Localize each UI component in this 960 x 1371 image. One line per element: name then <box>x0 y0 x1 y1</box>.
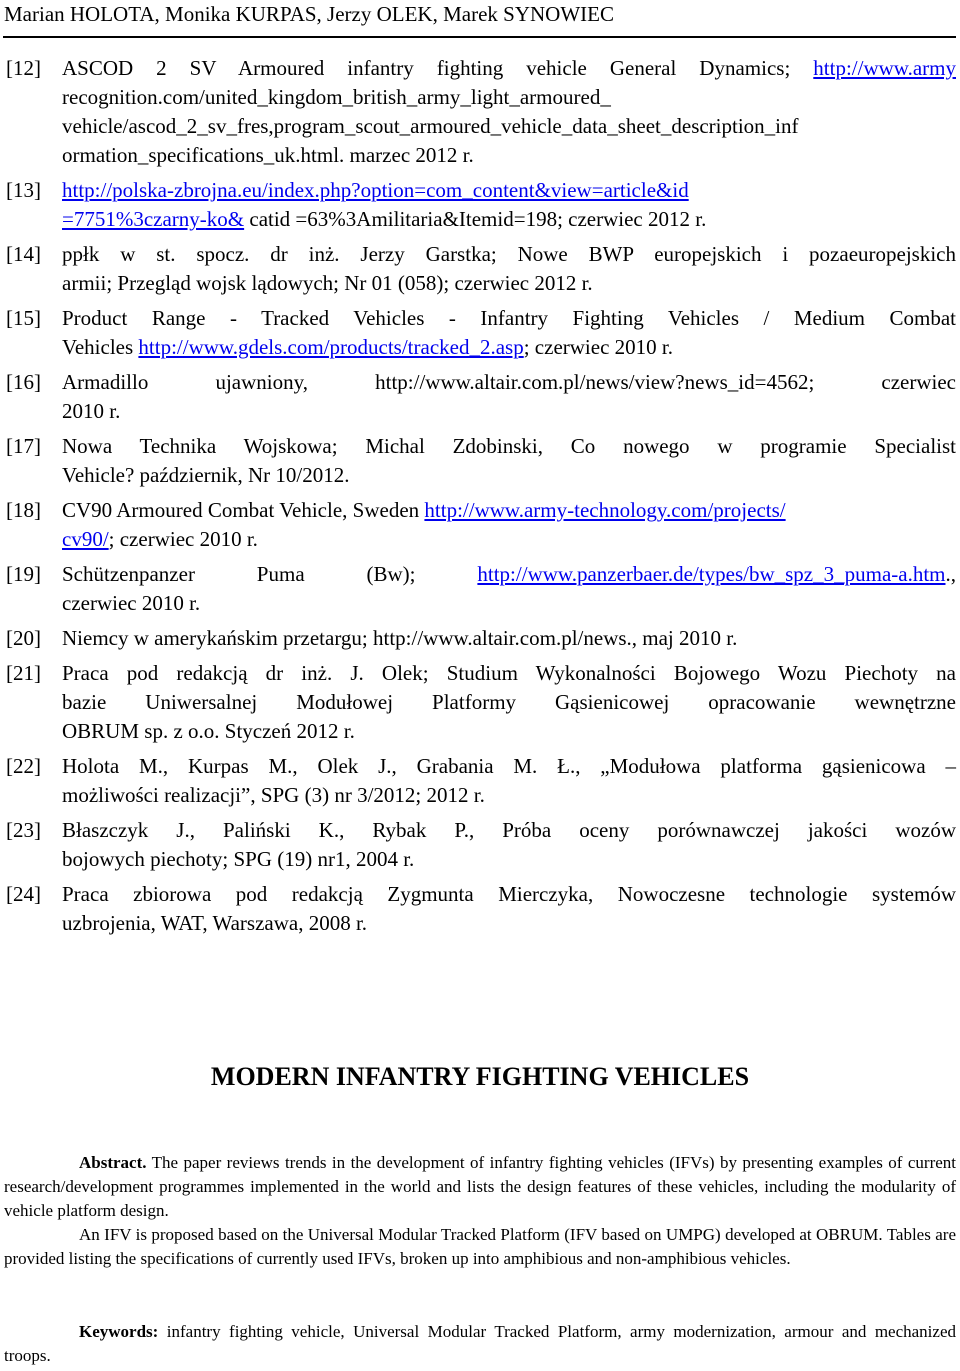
reference-number: [15] <box>6 306 41 330</box>
reference-list <box>6 54 956 944</box>
keywords <box>4 1320 956 1368</box>
reference-text: Product Range - Tracked Vehicles - Infantry Fighting Vehicles / Medium Combat <box>62 306 956 330</box>
abstract-paragraph <box>4 1151 956 1223</box>
reference-number: [24] <box>6 882 41 906</box>
reference-item <box>6 659 956 746</box>
reference-number: [18] <box>6 498 41 522</box>
reference-link[interactable]: =7751%3czarny-ko& <box>62 207 245 231</box>
reference-link[interactable]: http://www.gdels.com/products/tracked_2.asp <box>138 335 524 359</box>
reference-text: ; czerwiec 2010 r. <box>523 335 673 359</box>
reference-item <box>6 624 956 653</box>
reference-text: uzbrojenia, WAT, Warszawa, 2008 r. <box>62 911 368 935</box>
reference-link[interactable]: cv90/ <box>62 527 109 551</box>
running-header: Marian HOLOTA, Monika KURPAS, Jerzy OLEK, Marek SYNOWIEC <box>4 2 614 26</box>
reference-text: OBRUM sp. z o.o. Styczeń 2012 r. <box>62 719 355 743</box>
reference-link[interactable]: http://www.panzerbaer.de/types/bw_spz_3_puma-a.htm <box>477 562 946 586</box>
reference-text: Błaszczyk J., Paliński K., Rybak P., Próba oceny porównawczej jakości wozów <box>62 818 956 842</box>
reference-text: Niemcy w amerykańskim przetargu; http://www.altair.com.pl/news., maj 2010 r. <box>62 626 738 650</box>
reference-text: Vehicles <box>62 335 139 359</box>
reference-text: Schützenpanzer Puma (Bw); <box>62 562 478 586</box>
reference-text: bojowych piechoty; SPG (19) nr1, 2004 r. <box>62 847 415 871</box>
reference-text: ., <box>945 562 956 586</box>
reference-number: [19] <box>6 562 41 586</box>
reference-text: Praca zbiorowa pod redakcją Zygmunta Mierczyka, Nowoczesne technologie systemów <box>62 882 956 906</box>
reference-item <box>6 368 956 426</box>
reference-link[interactable]: http://www.army <box>813 56 956 80</box>
reference-text: Armadillo ujawniony, http://www.altair.com.pl/news/view?news_id=4562; czerwiec <box>62 370 956 394</box>
reference-text: recognition.com/united_kingdom_british_army_light_armoured_ <box>62 85 611 109</box>
header-rule <box>3 36 956 38</box>
english-title: MODERN INFANTRY FIGHTING VEHICLES <box>210 1062 750 1091</box>
reference-number: [23] <box>6 818 41 842</box>
abstract-text: The paper reviews trends in the development of infantry fighting vehicles (IFVs) by presenting examples of current research/development programmes implemented in the world and lists the design features of these vehicles, including the modularity of vehicle platform design. <box>4 1153 956 1220</box>
reference-text: CV90 Armoured Combat Vehicle, Sweden <box>62 498 425 522</box>
reference-item <box>6 880 956 938</box>
reference-text: ormation_specifications_uk.html. marzec 2012 r. <box>62 143 474 167</box>
reference-link[interactable]: http://polska-zbrojna.eu/index.php?option=com_content&view=article&id <box>62 178 689 202</box>
reference-item <box>6 496 956 554</box>
reference-number: [22] <box>6 754 41 778</box>
reference-item <box>6 54 956 170</box>
reference-number: [13] <box>6 178 41 202</box>
keywords-label: Keywords: <box>79 1322 159 1341</box>
reference-number: [17] <box>6 434 41 458</box>
reference-text: ppłk w st. spocz. dr inż. Jerzy Garstka; Nowe BWP europejskich i pozaeuropejskich <box>62 242 956 266</box>
reference-number: [20] <box>6 626 41 650</box>
reference-text: vehicle/ascod_2_sv_fres,program_scout_armoured_vehicle_data_sheet_description_inf <box>62 114 799 138</box>
abstract-label: Abstract. <box>79 1153 147 1172</box>
reference-text: Holota M., Kurpas M., Olek J., Grabania M. Ł., „Modułowa platforma gąsienicowa – <box>62 754 956 778</box>
reference-number: [21] <box>6 661 41 685</box>
reference-text: armii; Przegląd wojsk lądowych; Nr 01 (058); czerwiec 2012 r. <box>62 271 593 295</box>
reference-item <box>6 304 956 362</box>
reference-link[interactable]: http://www.army-technology.com/projects/ <box>424 498 786 522</box>
reference-text: catid =63%3Amilitaria&Itemid=198; czerwiec 2012 r. <box>244 207 707 231</box>
reference-number: [12] <box>6 56 41 80</box>
reference-item <box>6 432 956 490</box>
reference-text: 2010 r. <box>62 399 121 423</box>
reference-text: Vehicle? październik, Nr 10/2012. <box>62 463 350 487</box>
reference-text: ; czerwiec 2010 r. <box>108 527 258 551</box>
reference-item <box>6 816 956 874</box>
reference-number: [16] <box>6 370 41 394</box>
reference-text: możliwości realizacji”, SPG (3) nr 3/2012; 2012 r. <box>62 783 485 807</box>
abstract-paragraph: An IFV is proposed based on the Universal Modular Tracked Platform (IFV based on UMPG) developed at OBRUM. Tables are provided listing the specifications of currently used IFVs, broken up into amphibious and non-amphibious vehicles. <box>4 1225 956 1268</box>
keywords-text: infantry fighting vehicle, Universal Modular Tracked Platform, army modernization, armour and mechanized troops. <box>4 1322 956 1365</box>
reference-text: Praca pod redakcją dr inż. J. Olek; Studium Wykonalności Bojowego Wozu Piechoty na <box>62 661 956 685</box>
reference-number: [14] <box>6 242 41 266</box>
reference-text: czerwiec 2010 r. <box>62 591 201 615</box>
reference-item <box>6 240 956 298</box>
reference-item <box>6 176 956 234</box>
reference-text: Nowa Technika Wojskowa; Michal Zdobinski, Co nowego w programie Specialist <box>62 434 956 458</box>
reference-text: bazie Uniwersalnej Modułowej Platformy Gąsienicowej opracowanie wewnętrzne <box>62 690 956 714</box>
reference-text: ASCOD 2 SV Armoured infantry fighting vehicle General Dynamics; <box>62 56 814 80</box>
abstract <box>4 1151 956 1271</box>
reference-item <box>6 560 956 618</box>
reference-item <box>6 752 956 810</box>
